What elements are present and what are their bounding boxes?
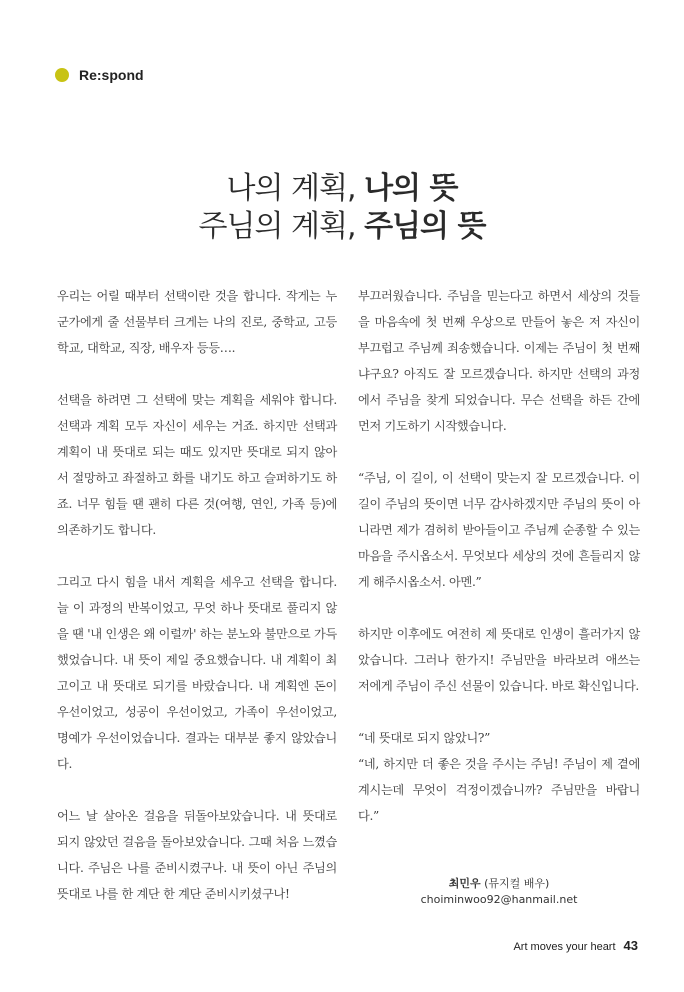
section-tag <box>55 67 144 83</box>
footer-tagline: Art moves your heart <box>513 941 616 953</box>
paragraph: 그리고 다시 힘을 내서 계획을 세우고 선택을 합니다. 늘 이 과정의 반복이었고, 무엇 하나 뜻대로 풀리지 않을 땐 '내 인생은 왜 이럴까' 하는 분노와 불만으로 가득했었습니다. 내 뜻이 제일 중요했습니다. 내 계획이 최고이고 내 뜻대로 되기를 바랐습니다. 내 계획엔 돈이 우선이었고, 성공이 우선이었고, 가족이 우선이었고, 명예가 우선이었습니다. 결과는 대부분 좋지 않았습니다. <box>57 575 337 771</box>
author-block <box>358 876 640 908</box>
paragraph: 부끄러웠습니다. 주님을 믿는다고 하면서 세상의 것들을 마음속에 첫 번째 우상으로 만들어 놓은 저 자신이 부끄럽고 주님께 죄송했습니다. 이제는 주님이 첫 번째냐구요? 아직도 잘 모르겠습니다. 하지만 선택의 과정에서 주님을 찾게 되었습니다. 무슨 선택을 하든 간에 먼저 기도하기 시작했습니다. <box>358 289 640 433</box>
section-dot-icon <box>55 68 69 82</box>
author-role: (뮤지컬 배우) <box>484 877 550 890</box>
page-footer <box>513 938 638 953</box>
section-label: Re:spond <box>79 67 144 83</box>
author-name: 최민우 <box>448 877 481 890</box>
left-column <box>57 283 337 933</box>
title-line-1-part-b: 나의 뜻 <box>364 171 458 206</box>
author-line <box>358 876 640 892</box>
author-email: choiminwoo92@hanmail.net <box>420 893 578 906</box>
paragraph: 어느 날 살아온 걸음을 뒤돌아보았습니다. 내 뜻대로 되지 않았던 걸음을 돌아보았습니다. 그때 처음 느꼈습니다. 주님은 나를 준비시켰구나. 내 뜻이 아닌 주님의 뜻대로 나를 한 계단 한 계단 준비시키셨구나! <box>57 809 337 901</box>
article-title <box>0 170 684 246</box>
right-column <box>358 283 640 855</box>
title-line-1 <box>0 170 684 208</box>
page-number: 43 <box>623 938 638 953</box>
title-line-2-part-a: 주님의 계획, <box>198 209 365 244</box>
paragraph: 우리는 어릴 때부터 선택이란 것을 합니다. 작게는 누군가에게 줄 선물부터 크게는 나의 진로, 중학교, 고등학교, 대학교, 직장, 배우자 등등…. <box>57 289 337 355</box>
prayer-quote: “주님, 이 길이, 이 선택이 맞는지 잘 모르겠습니다. 이 길이 주님의 뜻이면 너무 감사하겠지만 주님의 뜻이 아니라면 제가 겸허히 받아들이고 주님께 순종할 수 있는 마음을 주시옵소서. 무엇보다 세상의 것에 흔들리지 않게 해주시옵소서. 아멘.” <box>358 471 640 589</box>
dialogue-answer: “네, 하지만 더 좋은 것을 주시는 주님! 주님이 제 곁에 계시는데 무엇이 걱정이겠습니까? 주님만을 바랍니다.” <box>358 757 640 823</box>
dialogue-question: “네 뜻대로 되지 않았니?” <box>358 731 491 745</box>
title-line-2 <box>0 208 684 246</box>
paragraph: 하지만 이후에도 여전히 제 뜻대로 인생이 흘러가지 않았습니다. 그러나 한가지! 주님만을 바라보려 애쓰는 저에게 주님이 주신 선물이 있습니다. 바로 확신입니다. <box>358 627 640 693</box>
title-line-1-part-a: 나의 계획, <box>226 171 365 206</box>
title-line-2-part-b: 주님의 뜻 <box>364 209 486 244</box>
paragraph: 선택을 하려면 그 선택에 맞는 계획을 세워야 합니다. 선택과 계획 모두 자신이 세우는 거죠. 하지만 선택과 계획이 내 뜻대로 되는 때도 있지만 뜻대로 되지 않아서 절망하고 좌절하고 화를 내기도 하고 슬퍼하기도 하죠. 너무 힘들 땐 괜히 다른 것(여행, 연인, 가족 등)에 의존하기도 합니다. <box>57 393 337 537</box>
